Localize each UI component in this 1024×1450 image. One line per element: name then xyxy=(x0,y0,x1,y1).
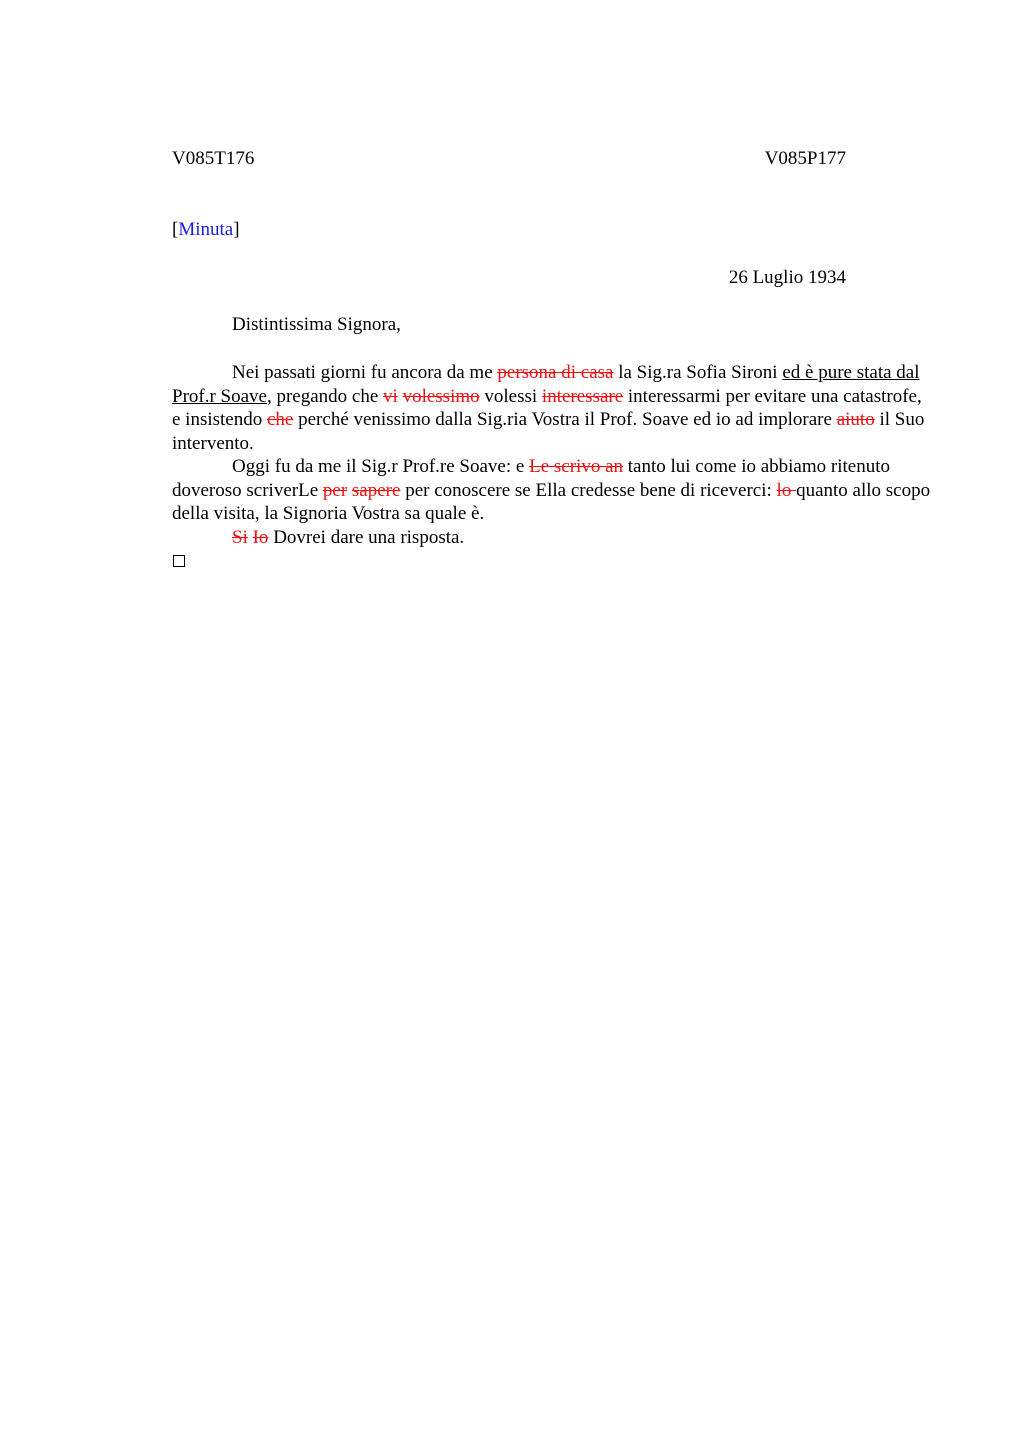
deleted-text: per xyxy=(322,479,348,501)
minuta-link[interactable]: Minuta xyxy=(178,219,234,240)
right-document-code: V085P177 xyxy=(764,148,846,169)
deleted-text: vi xyxy=(383,385,398,407)
deleted-text: che xyxy=(267,409,294,430)
text-run: , pregando che xyxy=(266,385,384,407)
text-run: la Sig.ra Sofia Sironi xyxy=(613,362,783,383)
text-run: interessarmi per evitare una catastrofe, e insistendo xyxy=(172,385,922,430)
salutation: Distintissima Signora, xyxy=(232,314,401,335)
deleted-text: volessimo xyxy=(402,385,480,407)
checkbox-icon[interactable] xyxy=(173,555,185,567)
paragraph-2 xyxy=(172,455,932,526)
paragraph-1 xyxy=(172,361,932,455)
letter-body xyxy=(172,361,932,549)
underlined-text: ed è pure stata dal Prof.r Soave xyxy=(172,362,920,407)
letter-date: 26 Luglio 1934 xyxy=(728,267,846,288)
deleted-text: aiuto xyxy=(836,409,875,430)
text-run: quanto allo scopo della visita, la Signoria Vostra sa quale è. xyxy=(172,479,931,524)
text-run: Nei passati giorni fu ancora da me xyxy=(232,362,498,383)
deleted-text: Le scrivo an xyxy=(529,456,623,477)
deleted-text: persona di casa xyxy=(497,362,614,383)
document-codes xyxy=(172,147,846,171)
text-run: Oggi fu da me il Sig.r Prof.re Soave: e xyxy=(232,456,530,477)
text-run: perché venissimo dalla Sig.ria Vostra il Prof. Soave ed io ad implorare xyxy=(293,409,837,430)
deleted-text: Si xyxy=(232,526,248,548)
deleted-text: Io xyxy=(252,526,269,548)
left-document-code: V085T176 xyxy=(172,148,255,169)
deleted-text: interessare xyxy=(541,385,624,407)
deleted-text: sapere xyxy=(351,479,401,501)
text-run: per conoscere se Ella credesse bene di riceverci: xyxy=(400,479,777,501)
text-run: volessi xyxy=(479,385,542,407)
minuta-label xyxy=(172,218,240,242)
text-run: tanto lui come io abbiamo ritenuto doveroso scriverLe xyxy=(172,456,890,501)
text-run: Dovrei dare una risposta. xyxy=(268,526,465,548)
text-run: il Suo intervento. xyxy=(172,409,925,454)
close-bracket: ] xyxy=(233,219,240,240)
paragraph-3 xyxy=(172,526,932,550)
open-bracket: [ xyxy=(172,219,179,240)
deleted-text: lo xyxy=(776,479,797,501)
